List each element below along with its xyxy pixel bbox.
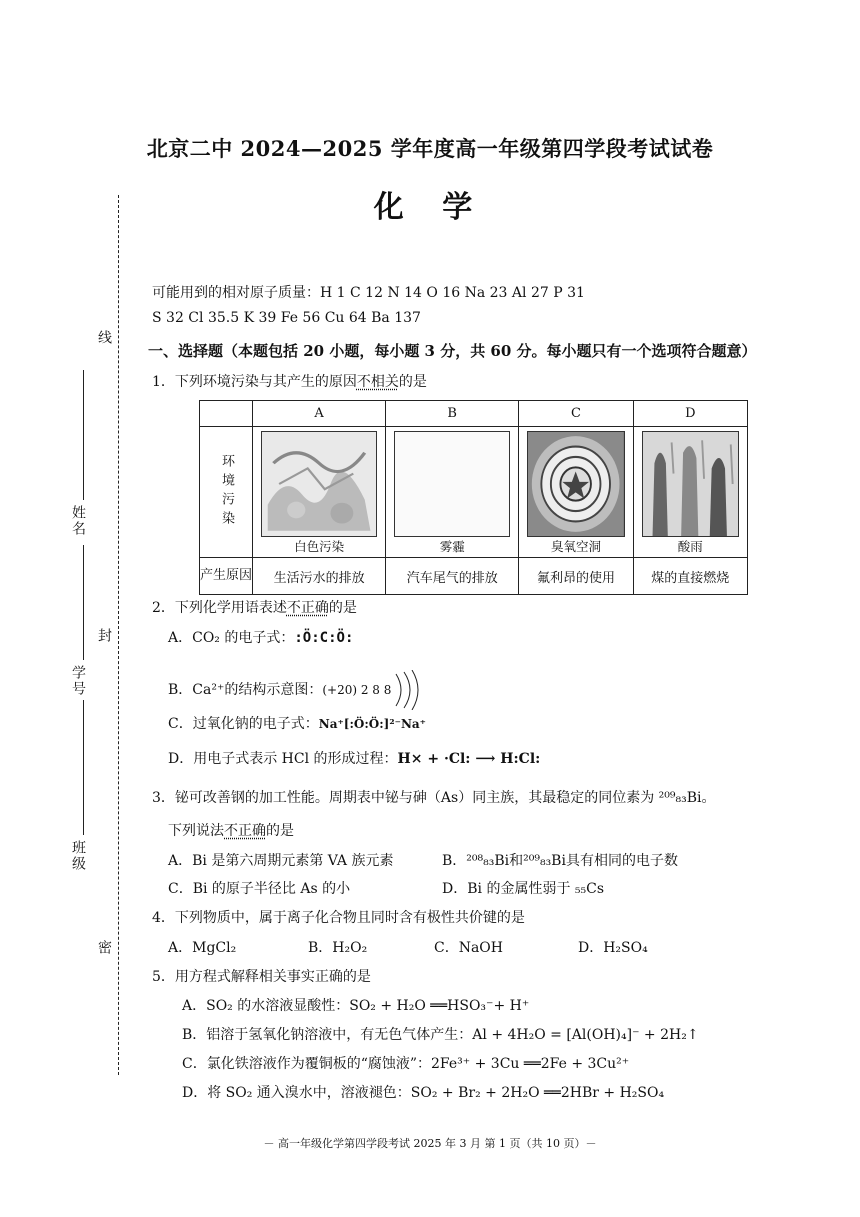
cell-acid-rain: 酸雨 xyxy=(633,427,747,558)
q3-substem: 下列说法不正确的是 xyxy=(168,823,294,839)
reason-b: 汽车尾气的排放 xyxy=(386,558,519,595)
col-b: B xyxy=(386,401,519,427)
reason-c: 氟利昂的使用 xyxy=(519,558,633,595)
binding-dashed-line xyxy=(118,195,119,1075)
q5-option-c: C．氯化铁溶液作为覆铜板的“腐蚀液”：2Fe³⁺ + 3Cu ══2Fe + 3Cu²⁺ xyxy=(182,1056,630,1072)
acid-rain-image xyxy=(642,431,739,537)
q5-option-a: A．SO₂ 的水溶液显酸性：SO₂ + H₂O ══HSO₃⁻+ H⁺ xyxy=(182,998,530,1014)
student-id-blank-line xyxy=(83,545,84,660)
col-a: A xyxy=(253,401,386,427)
q1-table xyxy=(199,400,748,595)
white-pollution-image xyxy=(261,431,377,537)
q2-stem: 2．下列化学用语表述不正确的是 xyxy=(152,600,357,616)
binding-label-xian: 线 xyxy=(96,330,112,346)
q3-option-a: A．Bi 是第六周期元素第 VA 族元素 xyxy=(168,853,394,869)
ozone-hole-image xyxy=(527,431,624,537)
binding-label-student-id: 学号 xyxy=(70,665,86,697)
q2-option-c: C．过氧化钠的电子式：Na⁺[:Ö:Ö:]²⁻Na⁺ xyxy=(168,716,427,732)
shell-arcs-icon xyxy=(392,670,422,710)
atomic-masses-line2: S 32 Cl 35.5 K 39 Fe 56 Cu 64 Ba 137 xyxy=(152,310,421,326)
row-label-cause: 产生原因 xyxy=(200,558,253,595)
q3-option-b: B．²⁰⁸₈₃Bi和²⁰⁹₈₃Bi具有相同的电子数 xyxy=(442,853,678,869)
cell-smog: 雾霾 xyxy=(386,427,519,558)
binding-label-class: 班级 xyxy=(70,840,86,872)
subject-title: 化 学 xyxy=(373,190,487,225)
page-footer: － 高一年级化学第四学段考试 2025 年 3 月 第 1 页（共 10 页）－ xyxy=(263,1137,597,1150)
q3-option-c: C．Bi 的原子半径比 As 的小 xyxy=(168,881,351,897)
q4-option-d: D．H₂SO₄ xyxy=(578,940,648,956)
binding-label-feng: 封 xyxy=(96,628,112,644)
q5-option-d: D．将 SO₂ 通入溴水中，溶液褪色：SO₂ + Br₂ + 2H₂O ══2HBr + H₂SO₄ xyxy=(182,1085,665,1101)
cell-white-pollution: 白色污染 xyxy=(253,427,386,558)
q1-stem: 1．下列环境污染与其产生的原因不相关的是 xyxy=(152,374,427,390)
binding-label-name: 姓名 xyxy=(70,505,86,537)
q4-option-b: B．H₂O₂ xyxy=(308,940,368,956)
name-blank-line xyxy=(83,370,84,500)
row-label-pollution: 环境污染 xyxy=(200,427,253,558)
q5-stem: 5．用方程式解释相关事实正确的是 xyxy=(152,969,371,985)
reason-d: 煤的直接燃烧 xyxy=(633,558,747,595)
exam-title: 北京二中 2024—2025 学年度高一年级第四学段考试试卷 xyxy=(146,136,714,161)
reason-a: 生活污水的排放 xyxy=(253,558,386,595)
col-c: C xyxy=(519,401,633,427)
q4-stem: 4．下列物质中，属于离子化合物且同时含有极性共价键的是 xyxy=(152,910,525,926)
cell-ozone-hole: 臭氧空洞 xyxy=(519,427,633,558)
q4-option-c: C．NaOH xyxy=(434,940,503,956)
q3-stem: 3．铋可改善钢的加工性能。周期表中铋与砷（As）同主族，其最稳定的同位素为 ²⁰⁹₈₃Bi。 xyxy=(152,790,716,806)
col-d: D xyxy=(633,401,747,427)
q2-option-d: D．用电子式表示 HCl 的形成过程：H× + ·Cl: ⟶ H:Cl: xyxy=(168,751,541,767)
section-heading: 一、选择题（本题包括 20 小题，每小题 3 分，共 60 分。每小题只有一个选项符合题意） xyxy=(148,342,757,360)
binding-label-mi: 密 xyxy=(96,940,112,956)
class-blank-line xyxy=(83,700,84,835)
q5-option-b: B．铝溶于氢氧化钠溶液中，有无色气体产生：Al + 4H₂O = [Al(OH)₄]⁻ + 2H₂↑ xyxy=(182,1027,699,1043)
atomic-masses-line1: 可能用到的相对原子质量：H 1 C 12 N 14 O 16 Na 23 Al 27 P 31 xyxy=(152,285,585,301)
q4-option-a: A．MgCl₂ xyxy=(168,940,237,956)
q2-option-a: A．CO₂ 的电子式：:Ö:C:Ö: xyxy=(168,630,354,646)
q3-option-d: D．Bi 的金属性弱于 ₅₅Cs xyxy=(442,881,605,897)
q2-option-b: B．Ca²⁺的结构示意图：(+20) 2 8 8 xyxy=(168,670,422,710)
smog-image xyxy=(394,431,510,537)
